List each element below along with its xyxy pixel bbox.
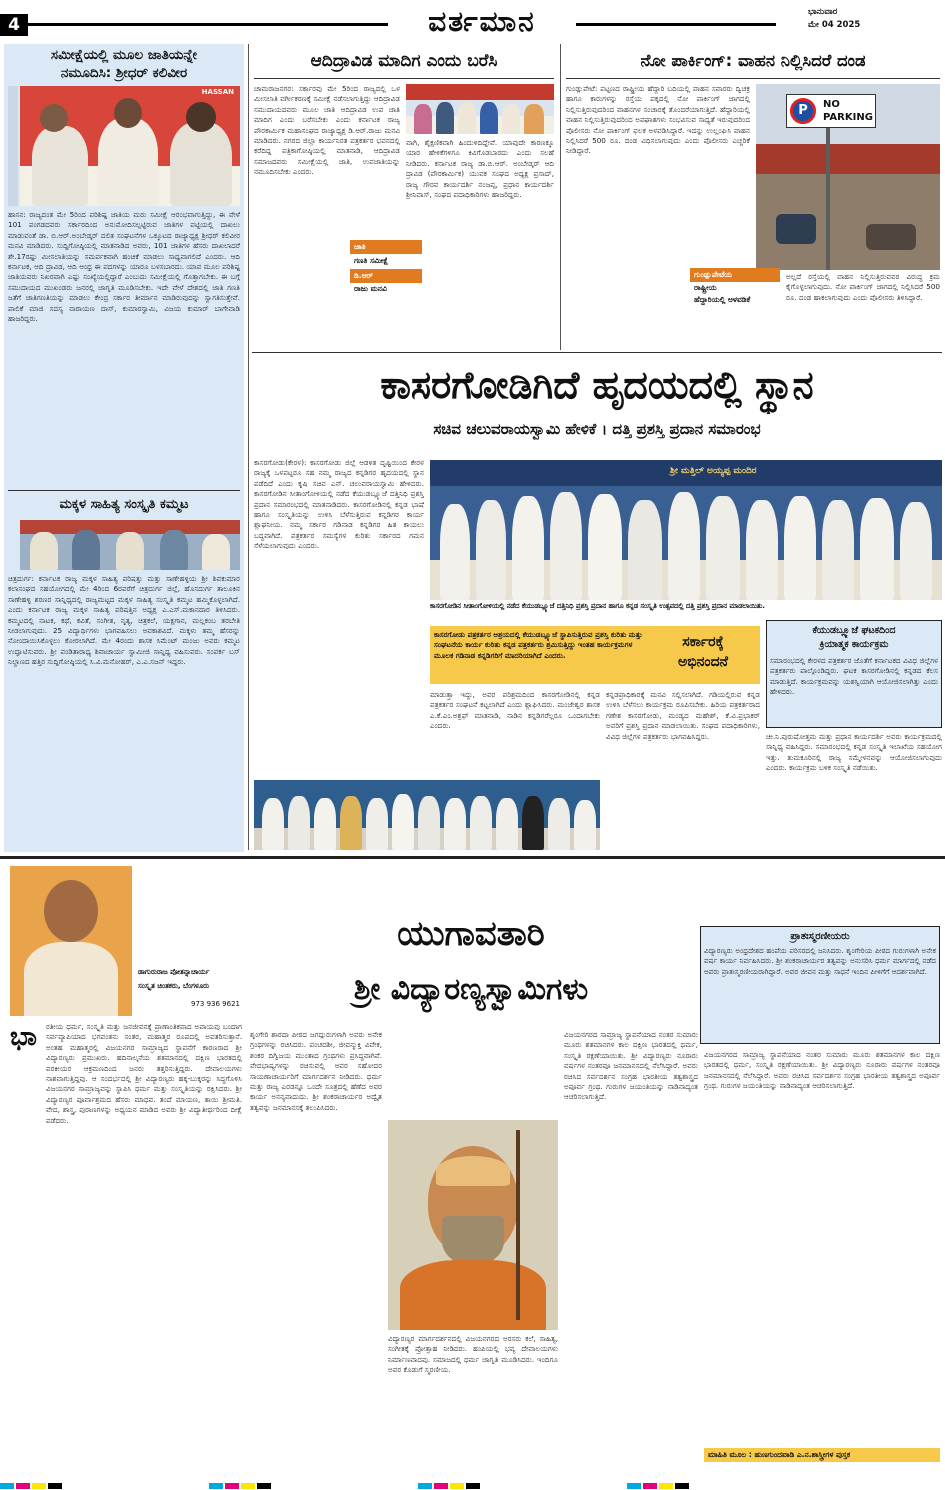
author-name: ಡಾಗುರುರಾಜ ಪೋತನ್ನಾಚಾರ್ಯ bbox=[138, 968, 210, 976]
author-card bbox=[136, 946, 240, 1018]
story2-body: ಚಿತ್ರದುರ್ಗ: ಕರ್ನಾಟಕ ರಾಜ್ಯ ಮಕ್ಕಳ ಸಾಹಿತ್ಯ ಪರಿಷತ್ತು ಮತ್ತು ಸಾಣೇಹಳ್ಳಿಯ ಶ್ರೀ ಶಿವಕುಮಾರ ಕಲಾಸಂಘದ ಸಹಯೋಗದಲ್ಲಿ ಮೇ 4ರಿಂದ 6ರವರೆಗೆ ಚಿತ್ರದುರ್ಗ ಜಿಲ್ಲೆ, ಹೊಸದುರ್ಗ ತಾಲೂಕಿನ ಸಾಣೇಹಳ್ಳಿ ಶರಣರ ಸಾನ್ನಿಧ್ಯದಲ್ಲಿ ರಾಜ್ಯಮಟ್ಟದ ಮಕ್ಕಳ ಸಾಹಿತ್ಯ ಸಂಸ್ಕೃತಿ ಕಮ್ಮಟ ಹಮ್ಮಿಕೊಳ್ಳಲಾಗಿದೆ. ಎಂದು ಕರ್ನಾಟಕ ರಾಜ್ಯ ಮಕ್ಕಳ ಸಾಹಿತ್ಯ ಪರಿಷತ್ತಿನ ಅಧ್ಯಕ್ಷ ಎ.ಎಸ್.ಮಕಾನದಾರ ತಿಳಿಸಿದರು. ಕಮ್ಮಟದಲ್ಲಿ ನಾಟಕ, ಕಥೆ, ಕವಿತೆ, ಸಂಗೀತ, ನೃತ್ಯ, ಚಿತ್ರಕಲೆ, ಯಕ್ಷಗಾನ, ಮಲ್ಲಕಂಬ ತರಬೇತಿ ನೀಡಲಾಗುವುದು. 25 ವಿದ್ಯಾರ್ಥಿಗಳು ಭಾಗವಹಿಸಲು ಅವಕಾಶವಿದೆ. ಮಕ್ಕಳು ತಮ್ಮ ಹೆಸರನ್ನು ನೋಂದಾಯಿಸಿಕೊಳ್ಳಲು ಕೋರಲಾಗಿದೆ. ಮೇ 4ರಂದು ಶಾಸಕ ಸಿಮೆಂಟ್ ಮಂಜು ಅವರು ಕಮ್ಮಟ ಉದ್ಘಾಟಿಸುವರು. ಶ್ರೀ ಪಂಡಿತಾರಾಧ್ಯ ಶಿವಾಚಾರ್ಯ ಸ್ವಾಮೀಜಿ ಸಾನ್ನಿಧ್ಯ ವಹಿಸುವರು. ಸಂಪರ್ಕ ಬಸ್ ನಿಲ್ದಾಣದ ಹತ್ತಿರ ಸುದ್ದಿಗೋಷ್ಠಿಯಲ್ಲಿ ಸಿ.ವಿ.ಮನೋಹರ್, ಎ.ಎ.ಸಜನ್ ಇದ್ದರು. bbox=[8, 574, 240, 667]
pullquote4-line-3: ಹೆದ್ದಾರಿಯಲ್ಲಿ ಅಳವಡಿಕೆ bbox=[694, 295, 751, 304]
story5-main-photo bbox=[430, 460, 942, 600]
story6-side-box-head: ಪ್ರಾತಃಸ್ಮರಣೀಯರು bbox=[790, 931, 850, 942]
story6-headline-1: ಯುಗಾವತಾರಿ bbox=[397, 914, 545, 954]
story1-photo bbox=[20, 86, 240, 206]
story4-headline: ನೋ ಪಾರ್ಕಿಂಗ್: ವಾಹನ ನಿಲ್ಲಿಸಿದರೆ ದಂಡ bbox=[640, 51, 866, 70]
story6-col5: ವಿಜಯನಗರದ ಸಾಮ್ರಾಜ್ಯ ಸ್ಥಾಪನೆಯಾದ ನಂತರ ಸುಮಾರು ಮೂರು ಶತಮಾನಗಳ ಕಾಲ ದಕ್ಷಿಣ ಭಾರತದಲ್ಲಿ ಧರ್ಮ, ಸಂಸ್ಕೃತಿ ರಕ್ಷಣೆಯಾಯಿತು. ಶ್ರೀ ವಿದ್ಯಾರಣ್ಯರು ನೂರಾರು ವರ್ಷಗಳ ನಂತರವೂ ಜನಮಾನಸದಲ್ಲಿ ನೆಲೆಸಿದ್ದಾರೆ. ಅವರು ರಚಿಸಿದ ಸರ್ವದರ್ಶನ ಸಂಗ್ರಹ ಭಾರತೀಯ ತತ್ವಶಾಸ್ತ್ರದ ಅಪೂರ್ವ ಗ್ರಂಥ. ಗುರುಗಳ ಜಯಂತಿಯನ್ನು ನಾಡಿನಾದ್ಯಂತ ಆಚರಿಸಲಾಗುತ್ತಿದೆ. bbox=[704, 1050, 940, 1091]
no-parking-icon: P bbox=[790, 98, 816, 124]
story5-side-body: ಚೀ.ನಿ.ಪುರುಷೋತ್ತಮ ಮತ್ತು ಪ್ರಧಾನ ಕಾರ್ಯದರ್ಶಿ ಅವರು ಕಾರ್ಯಕ್ರಮದಲ್ಲಿ ಸಾನ್ನಿಧ್ಯ ವಹಿಸಿದ್ದರು. ಸಮಾರಂಭದಲ್ಲಿ ಕನ್ನಡ ಸಂಸ್ಕೃತಿ ಇಲಾಖೆಯ ಸಹಯೋಗ ಇತ್ತು. ತುಮಕೂರಿನಲ್ಲಿ ರಾಜ್ಯ ಸಮ್ಮೇಳನವನ್ನು ಆಯೋಜಿಸಲಾಗುವುದು ಎಂದರು. ಕಾರ್ಯಕ್ರಮ ಬಳಿಕ ಸಂಸ್ಕೃತಿ ನಡೆಯಿತು. bbox=[766, 732, 942, 773]
sign-line-2: PARKING bbox=[823, 112, 873, 123]
sign-line-1: NO bbox=[823, 99, 840, 110]
section-rule-2 bbox=[0, 856, 945, 859]
story6-col3: ವಿದ್ಯಾರಣ್ಯರ ಮಾರ್ಗದರ್ಶನದಲ್ಲಿ ವಿಜಯನಗರದ ಅರಸರು ಕಲೆ, ಸಾಹಿತ್ಯ, ಸಂಗೀತಕ್ಕೆ ಪ್ರೋತ್ಸಾಹ ನೀಡಿದರು. ಹಂಪಿಯಲ್ಲಿ ಭವ್ಯ ದೇವಾಲಯಗಳು ನಿರ್ಮಾಣವಾದವು. ಸಮಾಜದಲ್ಲಿ ಧರ್ಮ ಜಾಗೃತಿ ಮೂಡಿಸಿದರು. ಇಂದಿಗೂ ಅವರ ಕೊಡುಗೆ ಸ್ಮರಣೀಯ. bbox=[388, 1334, 558, 1375]
masthead bbox=[0, 0, 945, 42]
story3-rule bbox=[254, 78, 554, 79]
pullquote4-line-1: ಗುಂಡ್ಲುಪೇಟೆಯ bbox=[690, 268, 780, 282]
story5-body-left: ಕಾಸರಗೋಡು(ಕೇರಳ): ಕಾಸರಗೋಡು ಜಿಲ್ಲೆ ಆಡಳಿತ ದೃಷ್ಟಿಯಿಂದ ಕೇರಳ ರಾಜ್ಯಕ್ಕೆ ಒಳಪಟ್ಟರೂ ಸಹ ನಮ್ಮ ರಾಜ್ಯದ ಕನ್ನಡಿಗರ ಹೃದಯದಲ್ಲಿ ಸ್ಥಾನ ಪಡೆದಿದೆ ಎಂದು ಕೃಷಿ ಸಚಿವ ಎನ್. ಚಲುವರಾಯಸ್ವಾಮಿ ಹೇಳಿದರು. ಕಾಸರಗೋಡಿನ ಸೀತಾಂಗೋಳಿಯಲ್ಲಿ ನಡೆದ ಕೆಯುಡಬ್ಲ್ಯೂಜೆ ದತ್ತಿನಿಧಿ ಪ್ರಶಸ್ತಿ ಪ್ರದಾನ ಸಮಾರಂಭದಲ್ಲಿ ಮಾತನಾಡಿದರು. ಕಾಸರಗೋಡಿನಲ್ಲಿ ಕನ್ನಡ ಭಾಷೆ ಹಾಗೂ ಸಂಸ್ಕೃತಿಯನ್ನು ಉಳಿಸಿ ಬೆಳೆಸುತ್ತಿರುವ ಕನ್ನಡಿಗರ ಕಾರ್ಯ ಶ್ಲಾಘನೀಯ. ನಮ್ಮ ಸರ್ಕಾರ ಗಡಿನಾಡ ಕನ್ನಡಿಗರ ಹಿತ ಕಾಯಲು ಬದ್ಧವಾಗಿದೆ. ಪತ್ರಕರ್ತರ ಸಮಸ್ಯೆಗಳ ಕುರಿತು ಸರ್ಕಾರದ ಗಮನ ಸೆಳೆಯಲಾಗುವುದು ಎಂದರು. bbox=[254, 458, 424, 551]
story5-subhead: ಸಚಿವ ಚಲುವರಾಯಸ್ವಾಮಿ ಹೇಳಿಕೆ । ದತ್ತಿ ಪ್ರಶಸ್ತಿ ಪ್ರದಾನ ಸಮಾರಂಭ bbox=[433, 420, 761, 438]
story1-headline-2: ನಮೂದಿಸಿ: ಶ್ರೀಧರ್ ಕಲಿವೀರ bbox=[60, 65, 188, 81]
story1-headline-1: ಸಮೀಕ್ಷೆಯಲ್ಲಿ ಮೂಲ ಜಾತಿಯನ್ನೇ bbox=[50, 47, 198, 63]
pullquote-line-1: ಜಾತಿ bbox=[350, 240, 422, 254]
story2-photo bbox=[20, 520, 240, 570]
story3-col2: ವಾಗಿ, ಶೈಕ್ಷಣಿಕವಾಗಿ ಹಿಂದುಳಿದಿದ್ದೇವೆ. ಯಾವುದೇ ಕಾರಣಕ್ಕೂ ಯಾರ ಹೇಳಿಕೆಗಳಿಗೂ ಕಿವಿಗೊಡಬಾರದು ಎಂದು ಸಲಹೆ ನೀಡಿದರು. ಕರ್ನಾಟಕ ರಾಜ್ಯ ಡಾ.ಬಿ.ಆರ್. ಅಂಬೇಡ್ಕರ್ ಆದಿ ದ್ರಾವಿಡ (ಪೌರಕಾರ್ಮಿಕ) ಯುವಕ ಸಂಘದ ಅಧ್ಯಕ್ಷ ಪ್ರಸಾದ್, ರಾಜ್ಯ ಗೌರವ ಕಾರ್ಯದರ್ಶಿ ನಂಜಪ್ಪ, ಪ್ರಧಾನ ಕಾರ್ಯದರ್ಶಿ ಶ್ರೀನಿವಾಸ್, ಸಂಘದ ಪದಾಧಿಕಾರಿಗಳು ಹಾಜರಿದ್ದರು. bbox=[406, 138, 554, 200]
story5-highlight-head-1: ಸರ್ಕಾರಕ್ಕೆ bbox=[682, 634, 724, 650]
story5-side-box-head-2: ಕ್ರಿಯಾತ್ಮಕ ಕಾರ್ಯಕ್ರಮ bbox=[819, 639, 889, 650]
banner-text: HASSAN bbox=[201, 88, 234, 96]
story6-col2: ಶೃಂಗೇರಿ ಶಾರದಾ ಪೀಠದ ಜಗದ್ಗುರುಗಳಾಗಿ ಅವರು ಅನೇಕ ಗ್ರಂಥಗಳನ್ನು ರಚಿಸಿದರು. ಪಂಚದಶೀ, ಜೀವನ್ಮುಕ್ತಿ ವಿವೇಕ, ಶಂಕರ ದಿಗ್ವಿಜಯ ಮುಂತಾದ ಗ್ರಂಥಗಳು ಪ್ರಸಿದ್ಧವಾಗಿವೆ. ವೇದಭಾಷ್ಯಗಳನ್ನು ರಚಿಸುವಲ್ಲಿ ಅವರ ಸಹೋದರ ಸಾಯಣಾಚಾರ್ಯರಿಗೆ ಮಾರ್ಗದರ್ಶನ ನೀಡಿದರು. ಧರ್ಮ ಮತ್ತು ರಾಜ್ಯ ಎರಡನ್ನೂ ಒಂದೇ ಸೂತ್ರದಲ್ಲಿ ಹೆಣೆದ ಅವರ ಕಾರ್ಯ ಅನನ್ಯವಾದುದು. ಶ್ರೀ ಶಂಕರಾಚಾರ್ಯರ ಅದ್ವೈತ ತತ್ವವನ್ನು ಜನಮಾನಸಕ್ಕೆ ತಲುಪಿಸಿದರು. bbox=[250, 1030, 382, 1112]
author-role: ಸಂಸ್ಕೃತ ಚಿಂತಕರು, ಬೆಂಗಳೂರು bbox=[138, 982, 210, 990]
pullquote-line-4: ರಾಜು ಮನವಿ bbox=[354, 284, 387, 293]
story6-col4: ವಿಜಯನಗರದ ಸಾಮ್ರಾಜ್ಯ ಸ್ಥಾಪನೆಯಾದ ನಂತರ ಸುಮಾರು ಮೂರು ಶತಮಾನಗಳ ಕಾಲ ದಕ್ಷಿಣ ಭಾರತದಲ್ಲಿ ಧರ್ಮ, ಸಂಸ್ಕೃತಿ ರಕ್ಷಣೆಯಾಯಿತು. ಶ್ರೀ ವಿದ್ಯಾರಣ್ಯರು ನೂರಾರು ವರ್ಷಗಳ ನಂತರವೂ ಜನಮಾನಸದಲ್ಲಿ ನೆಲೆಸಿದ್ದಾರೆ. ಅವರು ರಚಿಸಿದ ಸರ್ವದರ್ಶನ ಸಂಗ್ರಹ ಭಾರತೀಯ ತತ್ವಶಾಸ್ತ್ರದ ಅಪೂರ್ವ ಗ್ರಂಥ. ಗುರುಗಳ ಜಯಂತಿಯನ್ನು ನಾಡಿನಾದ್ಯಂತ ಆಚರಿಸಲಾಗುತ್ತಿದೆ. bbox=[564, 1030, 698, 1102]
masthead-date: ಮೇ 04 2025 bbox=[808, 20, 861, 30]
story5-side-box-head-1: ಕೆಯುಡಬ್ಲ್ಯೂಜೆ ಘಟಕದಿಂದ bbox=[812, 625, 896, 636]
story1-photo-side bbox=[8, 86, 18, 206]
story4-pullquote bbox=[690, 268, 780, 320]
story5-body-right: ಕನ್ನಡಪ್ರಾಧಿಕಾರಕ್ಕೆ ಮನವಿ ಸಲ್ಲಿಸಲಾಗಿದೆ. ಗಡಿಯಲ್ಲಿರುವ ಕನ್ನಡ ಉಳಿಸಿ ಬೆಳೆಸಲು ಕಾರ್ಯಕ್ರಮ ರೂಪಿಸಬೇಕು. ಹಿರಿಯ ಪತ್ರಕರ್ತರಾದ ಗಣೇಶ ಕಾಸರಗೋಡು, ಮಂಡ್ಯದ ಮಹೇಶ್, ಕೆ.ವಿ.ಪ್ರಭಾಕರ್ ಅವರಿಗೆ ಪ್ರಶಸ್ತಿ ಪ್ರದಾನ ಮಾಡಲಾಯಿತು. ಸಂಘದ ಪದಾಧಿಕಾರಿಗಳು, ವಿವಿಧ ಜಿಲ್ಲೆಗಳ ಪತ್ರಕರ್ತರು ಭಾಗವಹಿಸಿದ್ದರು. bbox=[606, 690, 760, 741]
section-rule-1 bbox=[252, 352, 942, 353]
story5-photo-caption: ಕಾಸರಗೋಡಿನ ಸೀತಾಂಗೋಳಿಯಲ್ಲಿ ನಡೆದ ಕೆಯುಡಬ್ಲ್ಯೂಜೆ ದತ್ತಿನಿಧಿ ಪ್ರಶಸ್ತಿ ಪ್ರದಾನ ಹಾಗೂ ಕನ್ನಡ ಸಂಸ್ಕೃತಿ ಉತ್ಸವದಲ್ಲಿ ದತ್ತಿ ಪ್ರಶಸ್ತಿ ಪ್ರದಾನ ಮಾಡಲಾಯಿತು. bbox=[430, 602, 766, 610]
story6-side-box-body: ವಿದ್ಯಾರಣ್ಯರು ಅಂಧ್ರದೇಶದ ಹಂಪೆಯ ಪರಿಸರದಲ್ಲಿ ಜನಿಸಿದರು. ಶೃಂಗೇರಿಯ ಪೀಠದ ಗುರುಗಳಾಗಿ ಅನೇಕ ವರ್ಷ ಕಾರ್ಯ ನಿರ್ವಹಿಸಿದರು. ಶ್ರೀ ಶಂಕರಾಚಾರ್ಯರ ತತ್ವವನ್ನು ಅನುಸರಿಸಿ ಧರ್ಮ ಮಾರ್ಗದಲ್ಲಿ ನಡೆದ ಅವರು ಪ್ರಾತಃಸ್ಮರಣೀಯರಾಗಿದ್ದಾರೆ. ಅವರ ಜೀವನ ಮತ್ತು ಸಾಧನೆ ಇಂದಿನ ಪೀಳಿಗೆಗೆ ಆದರ್ಶವಾಗಿದೆ. bbox=[704, 946, 936, 976]
pullquote-line-2: ಗಣತಿ ಸಮೀಕ್ಷೆ bbox=[354, 256, 389, 265]
story6-headline-2: ಶ್ರೀ ವಿದ್ಯಾರಣ್ಯಸ್ವಾಮಿಗಳು bbox=[353, 972, 589, 1007]
story2-rule bbox=[8, 490, 240, 491]
story4-photo bbox=[756, 84, 940, 270]
column-divider-2 bbox=[560, 44, 561, 350]
story3-headline: ಆದಿದ್ರಾವಿಡ ಮಾದಿಗ ಎಂದು ಬರೆಸಿ bbox=[310, 51, 498, 71]
story6-saint-illustration bbox=[388, 1120, 558, 1330]
author-phone: 973 936 9621 bbox=[191, 1000, 240, 1008]
story2-headline: ಮಕ್ಕಳ ಸಾಹಿತ್ಯ ಸಂಸ್ಕೃತಿ ಕಮ್ಮಟ bbox=[59, 497, 189, 512]
story5-second-photo bbox=[254, 780, 600, 850]
author-photo bbox=[10, 866, 132, 1016]
masthead-title: ವರ್ತಮಾನ bbox=[428, 5, 536, 38]
story5-headline: ಕಾಸರಗೋಡಿಗಿದೆ ಹೃದಯದಲ್ಲಿ ಸ್ಥಾನ bbox=[380, 363, 814, 407]
story5-highlight-head-2: ಅಭಿನಂದನೆ bbox=[677, 654, 728, 670]
story4-side-caption: ಅಲ್ಲದೆ ರಸ್ತೆಯಲ್ಲಿ ವಾಹನ ನಿಲ್ಲಿಸುತ್ತಿರುವವರ ವಿರುದ್ಧ ಕ್ರಮ ಕೈಗೊಳ್ಳಲಾಗುವುದು. ನೋ ಪಾರ್ಕಿಂಗ್ ಜಾಗದಲ್ಲಿ ನಿಲ್ಲಿಸಿದರೆ 500 ರೂ. ದಂಡ ಹಾಕಲಾಗುವುದು ಎಂದು ಪೊಲೀಸರು ತಿಳಿಸಿದ್ದಾರೆ. bbox=[786, 272, 940, 302]
column-divider-1 bbox=[248, 44, 249, 850]
pullquote4-line-2: ರಾಷ್ಟ್ರೀಯ bbox=[694, 283, 717, 292]
story4-rule bbox=[566, 78, 940, 79]
masthead-rule-right bbox=[576, 23, 776, 26]
story5-highlight-text: ಕಾಸರಗೋಡು ಪತ್ರಕರ್ತರ ಆಶ್ರಯದಲ್ಲಿ ಕೆಯುಡಬ್ಲ್ಯೂಜೆ ಸ್ಥಾಪಿಸುತ್ತಿರುವ ಪ್ರಶಸ್ತಿ ಕುರಿತು ಮತ್ತು ಸಂಘಟನೆಯ ಕಾರ್ಯ ಕುರಿತು ಕನ್ನಡ ಪತ್ರಕರ್ತರು ಶ್ರಮಿಸುತ್ತಿದ್ದು ಇಂತಹ ಕಾರ್ಯಕ್ರಮಗಳ ಮೂಲಕ ಗಡಿನಾಡ ಕನ್ನಡಿಗರಿಗೆ ಮಾದರಿಯಾಗಿದೆ ಎಂದರು. bbox=[434, 630, 643, 660]
masthead-day: ಭಾನುವಾರ bbox=[808, 7, 838, 17]
story6-drop-cap: ಭಾ bbox=[10, 1022, 37, 1052]
page-number: 4 bbox=[0, 14, 28, 36]
stage-banner: ಶ್ರೀ ಮತ್ತಿಲ್ ಅಯ್ಯಪ್ಪ ಮಂದಿರ bbox=[670, 466, 757, 476]
story3-col1: ಚಾಮರಾಜನಗರ: ಸರ್ಕಾರವು ಮೇ 5ರಿಂದ ರಾಜ್ಯದಲ್ಲಿ ಒಳ ಮೀಸಲಾತಿ ವರ್ಗೀಕರಣಕ್ಕೆ ಸಮೀಕ್ಷೆ ನಡೆಸಲಾಗುತ್ತಿದ್ದು ಆದಿದ್ರಾವಿಡ ಸಮುದಾಯದವರು ಮೂಲ ಜಾತಿ ಆದಿದ್ರಾವಿಡ ಉಪ ಜಾತಿ ಮಾದಿಗ ಎಂದು ಬರೆಸಬೇಕು ಎಂದು ಕರ್ನಾಟಕ ರಾಜ್ಯ ಪೌರಕಾರ್ಮಿಕ ಮಹಾಸಂಘದ ರಾಜ್ಯಾಧ್ಯಕ್ಷ ಡಿ.ಆರ್.ರಾಜು ಮನವಿ ಮಾಡಿದರು. ನಗರದ ಜಿಲ್ಲಾ ಕಾರ್ಯನಿರತ ಪತ್ರಕರ್ತರ ಭವನದಲ್ಲಿ ಕರೆದಿದ್ದ ಪತ್ರಿಕಾಗೋಷ್ಠಿಯಲ್ಲಿ ಮಾತನಾಡಿ, ಆದಿದ್ರಾವಿಡ ಸಮಾಜದವರು ಸಮೀಕ್ಷೆಯಲ್ಲಿ ಜಾತಿ, ಉಪಜಾತಿಯನ್ನು ನಮೂದಿಸಬೇಕು ಎಂದರು. bbox=[254, 84, 400, 177]
story5-body-mid: ಮಾಡುತ್ತಾ ಇದ್ದು, ಅವರ ಪರಿಶ್ರಮದಿಂದ ಕಾಸರಗೋಡಿನಲ್ಲಿ ಕನ್ನಡ ಪತ್ರಕರ್ತರ ಸಂಘಟನೆ ಕಟ್ಟಲಾಗಿದೆ ಎಂದು ಶ್ಲಾಘಿಸಿದರು. ಮಂಜೇಶ್ವರ ಶಾಸಕ ಎ.ಕೆ.ಎಂ.ಅಶ್ರಫ್ ಮಾತನಾಡಿ, ನಾಡಿನ ಕನ್ನಡಿಗರೆಲ್ಲರೂ ಒಂದಾಗಬೇಕು ಎಂದರು. bbox=[430, 690, 600, 731]
story5-side-box-body: ಸಮಾರಂಭದಲ್ಲಿ ಕೇರಳದ ಪತ್ರಕರ್ತರ ಜೊತೆಗೆ ಕರ್ನಾಟಕದ ವಿವಿಧ ಜಿಲ್ಲೆಗಳ ಪತ್ರಕರ್ತರು ಪಾಲ್ಗೊಂಡಿದ್ದರು. ಘಟಕ ಕಾಸರಗೋಡಿನಲ್ಲಿ ಕನ್ನಡದ ಕೆಲಸ ಮಾಡುತ್ತಿದೆ. ಕಾರ್ಯಕ್ರಮವನ್ನು ಯಶಸ್ವಿಯಾಗಿ ಆಯೋಜಿಸಲಾಗಿತ್ತು ಎಂದು ಹೇಳಿದರು. bbox=[770, 656, 938, 697]
masthead-rule-left bbox=[28, 23, 388, 26]
story6-col1: ರತೀಯ ಧರ್ಮ, ಸಂಸ್ಕೃತಿ ಮತ್ತು ಜನಜೀವನಕ್ಕೆ ಪ್ರಾಣಾಂತಿಕವಾದ ಅಪಾಯವು ಬಂದಾಗ ಸರ್ವವ್ಯಾಪಿಯಾದ ಭಗವಂತನು ಸಂತರ, ಮಹಾತ್ಮರ ರೂಪದಲ್ಲಿ ಅವತರಿಸುತ್ತಾನೆ. ಅಂತಹ ಮಹಾತ್ಮರಲ್ಲಿ ವಿಜಯನಗರ ಸಾಮ್ರಾಜ್ಯದ ಸ್ಥಾಪನೆಗೆ ಕಾರಣರಾದ ಶ್ರೀ ವಿದ್ಯಾರಣ್ಯರು ಪ್ರಮುಖರು. ಹದಿನಾಲ್ಕನೆಯ ಶತಮಾನದಲ್ಲಿ ದಕ್ಷಿಣ ಭಾರತದಲ್ಲಿ ಪರಕೀಯರ ಆಕ್ರಮಣದಿಂದ ಜನರು ತತ್ತರಿಸುತ್ತಿದ್ದರು. ದೇವಾಲಯಗಳು ನಾಶವಾಗುತ್ತಿದ್ದವು. ಆ ಸಂದರ್ಭದಲ್ಲಿ ಶ್ರೀ ವಿದ್ಯಾರಣ್ಯರು ಹಕ್ಕ-ಬುಕ್ಕರನ್ನು ಸಿದ್ಧಗೊಳಿಸಿ ವಿಜಯನಗರ ಸಾಮ್ರಾಜ್ಯವನ್ನು ಸ್ಥಾಪಿಸಿ ಧರ್ಮ ಮತ್ತು ಸಂಸ್ಕೃತಿಯನ್ನು ರಕ್ಷಿಸಿದರು. ಶ್ರೀ ವಿದ್ಯಾರಣ್ಯರ ಪೂರ್ವಾಶ್ರಮದ ಹೆಸರು ಮಾಧವ. ತಂದೆ ಮಾಯಣ, ತಾಯಿ ಶ್ರೀಮತಿ. ವೇದ, ಶಾಸ್ತ್ರ, ಪುರಾಣಗಳನ್ನು ಅಧ್ಯಯನ ಮಾಡಿದ ಅವರು ಶ್ರೀ ವಿದ್ಯಾತೀರ್ಥರಿಂದ ದೀಕ್ಷೆ ಪಡೆದರು. bbox=[46, 1022, 242, 1125]
story3-pullquote bbox=[350, 240, 422, 300]
story3-photo bbox=[406, 84, 554, 134]
story4-body: ಗುಂಡ್ಲುಪೇಟೆ: ಪಟ್ಟಣದ ರಾಷ್ಟ್ರೀಯ ಹೆದ್ದಾರಿ ಬದಿಯಲ್ಲಿ ವಾಹನ ಸವಾರರು ದ್ವಿಚಕ್ರ ಹಾಗೂ ಕಾರುಗಳನ್ನು ರಸ್ತೆಯ ಪಕ್ಕದಲ್ಲಿ ನೋ ಪಾರ್ಕಿಂಗ್ ಜಾಗದಲ್ಲಿ ನಿಲ್ಲಿಸುತ್ತಿರುವುದರಿಂದ ವಾಹನಗಳ ಸಂಚಾರಕ್ಕೆ ತೊಂದರೆಯಾಗುತ್ತಿದೆ. ಹೆದ್ದಾರಿಯಲ್ಲಿ ವಾಹನ ನಿಲ್ಲಿಸುತ್ತಿರುವುದರಿಂದ ಅಪಘಾತಗಳು ಸಂಭವಿಸುವ ಸಾಧ್ಯತೆ ಇರುವುದರಿಂದ ಪೊಲೀಸರು ನೋ ಪಾರ್ಕಿಂಗ್ ಫಲಕ ಅಳವಡಿಸಿದ್ದಾರೆ. ಇದನ್ನು ಉಲ್ಲಂಘಿಸಿ ವಾಹನ ನಿಲ್ಲಿಸಿದರೆ 500 ರೂ. ದಂಡ ವಿಧಿಸಲಾಗುವುದು ಎಂದು ಪೊಲೀಸರು ಎಚ್ಚರಿಕೆ ನೀಡಿದ್ದಾರೆ. bbox=[566, 84, 750, 156]
print-registration-strip bbox=[0, 1474, 945, 1484]
pullquote-line-3: ಡಿ.ಆರ್ bbox=[350, 269, 422, 283]
story1-body: ಹಾಸನ: ರಾಜ್ಯದಂತ ಮೇ 5ರಿಂದ ಪರಿಶಿಷ್ಟ ಜಾತಿಯ ಮರು ಸಮೀಕ್ಷೆ ಆರಂಭವಾಗುತ್ತಿದ್ದು, ಈ ವೇಳೆ 101 ಪಂಗಡದವರು ಸರ್ಕಾರದಿಂದ ಅನುಮೋದಿಸಲ್ಪಟ್ಟಿರುವ ಜಾತಿಗಳ ಪಟ್ಟಿಯಲ್ಲಿ ದಾಖಲು ಮಾಡುವಂತೆ ಡಾ. ಬಿ.ಆರ್.ಅಂಬೇಡ್ಕರ್ ದಲಿತ ಸಂಘಟನೆಗಳ ಒಕ್ಕೂಟದ ರಾಜ್ಯಾಧ್ಯಕ್ಷ ಶ್ರೀಧರ್ ಕಲಿವೀರ ಮನವಿ ಮಾಡಿದರು. ಸುದ್ದಿಗೋಷ್ಠಿಯಲ್ಲಿ ಮಾತನಾಡಿದ ಅವರು, 101 ಜಾತಿಗಳ ಹೆಸರು ದಾಖಲಾದರೆ ಶೇ.17ರಷ್ಟು ಮೀಸಲಾತಿಯನ್ನು ಸಮರ್ಪಕವಾಗಿ ಹಂಚಿಕೆ ಮಾಡಲು ಸಾಧ್ಯವಾಗಲಿದೆ ಎಂದರು. ಆದಿ ಕರ್ನಾಟಕ, ಆದಿ ದ್ರಾವಿಡ, ಆದಿ ಆಂಧ್ರ ಈ ಪದಗಳನ್ನು ಯಾರೂ ಬಳಸಬಾರದು. ಯಾವ ಮೂಲ ಪರಿಶಿಷ್ಟ ಜಾತಿಯವರು ನಿಖರವಾಗಿ ಎಷ್ಟು ಸಂಖ್ಯೆಯಲ್ಲಿದ್ದಾರೆ ಎಂಬುದು ಸಮೀಕ್ಷೆಯಲ್ಲಿ ಗೊತ್ತಾಗಬೇಕು. ಈ ಬಗ್ಗೆ ಸಮುದಾಯದ ಮುಖಂಡರು ಜನರಲ್ಲಿ ಜಾಗೃತಿ ಮೂಡಿಸಬೇಕು. ಇದೇ ವೇಳೆ ದೇಶದಲ್ಲಿ ಜಾತಿ ಗಣತಿ ಜತೆಗೆ ಜಾತಿಗಣತಿಯನ್ನು ಮಾಡಲು ಕೇಂದ್ರ ಸರ್ಕಾರ ತೀರ್ಮಾನ ಮಾಡಿರುವುದನ್ನು ಸ್ವಾಗತಿಸುತ್ತೇವೆ. ಪಾಲಿಕೆ ಮಾಜಿ ಸದಸ್ಯ ನಾರಾಯಣ ದಾಸ್, ಕುಮಾರಸ್ವಾಮಿ, ವಿಜಯ ಕುಮಾರ್ ಬಾಗೇವಾಡಿ ಹಾಜರಿದ್ದರು. bbox=[8, 210, 240, 324]
story6-footer: ಮಾಹಿತಿ ಮೂಲ : ಹುಣಗುಂದವಾಡಿ ಎ.ನ.ಶಾಸ್ತ್ರೀಗಳ ಪುಸ್ತಕ bbox=[704, 1448, 940, 1462]
